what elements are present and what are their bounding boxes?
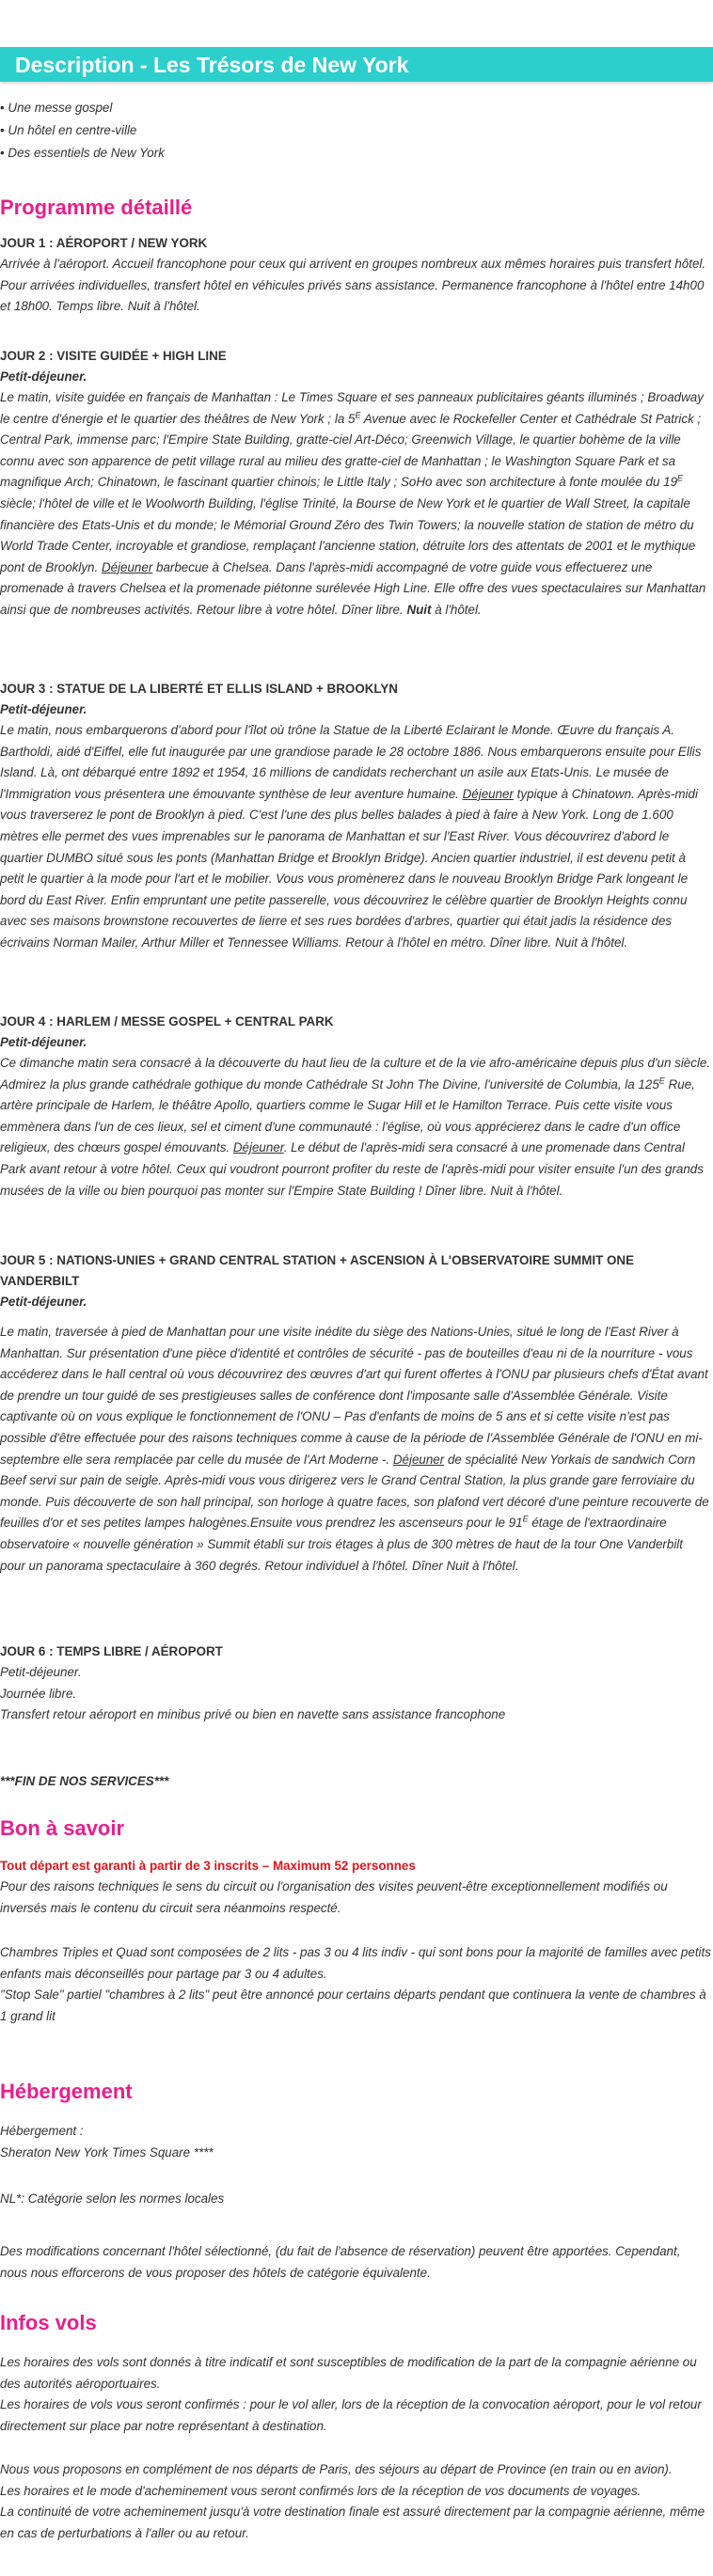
flights-section <box>0 2352 711 2437</box>
day-title: JOUR 4 : HARLEM / MESSE GOSPEL + CENTRAL PARK <box>0 1014 334 1029</box>
highlight-text: Un hôtel en centre-ville <box>8 123 137 137</box>
bullet-icon: • <box>0 101 8 115</box>
page-title: Description - Les Trésors de New York <box>15 53 409 77</box>
day-line: Petit-déjeuner. <box>0 1665 82 1679</box>
flights-section-2 <box>0 2459 711 2544</box>
bullet-icon: • <box>0 146 8 160</box>
day-line: Transfert retour aéroport en minibus privé ou bien en navette sans assistance francophone <box>0 1707 506 1722</box>
list-item <box>0 97 713 119</box>
category-note: NL*: Catégorie selon les normes locales <box>0 2191 225 2206</box>
day-line: Journée libre. <box>0 1686 77 1701</box>
good-to-know-section <box>0 1856 711 1919</box>
accommodation-label: Hébergement : <box>0 2124 84 2138</box>
day-title: JOUR 3 : STATUE DE LA LIBERTÉ ET ELLIS ISLAND + BROOKLYN <box>0 682 398 696</box>
day-title: JOUR 2 : VISITE GUIDÉE + HIGH LINE <box>0 349 227 363</box>
accommodation-heading: Hébergement <box>0 2080 133 2103</box>
flight-info: Les horaires des vols sont donnés à titre indicatif et sont susceptibles de modification de la part de la compagnie aérienne ou des autorités aéroportuaires. <box>0 2355 697 2391</box>
flight-info: Les horaires de vols vous seront confirmés : pour le vol aller, lors de la réception de la convocation aéroport, pour le vol retour directement sur place par notre représentant à destination. <box>0 2397 702 2433</box>
info-paragraph: Pour des raisons techniques le sens du circuit ou l'organisation des visites peuvent-être exceptionnellement modifiés ou inversés mais le contenu du circuit sera néanmoins respecté. <box>0 1879 668 1915</box>
day-1 <box>0 233 711 318</box>
day-text: Le matin, visite guidée en français de Manhattan : Le Times Square et ses panneaux publicitaires géants illuminés ; Broadway le centre d'énergie et le quartier des théâtres de New York ; la $5^E$ Avenue avec le Rockefeller Center et Cathédrale St Patrick ; Central Park, immense parc; l'Empire State Building, gratte-ciel Art-Déco; Greenwich Village, le quartier bohème de la ville connu avec son apparence de petit village rural au milieu des gratte-ciel de Manhattan ; le Washington Square Park et sa magnifique Arch; Chinatown, le fascinant quartier chinois; le Little Italy ; SoHo avec son architecture à fonte moulée du $19^E$ siècle; l'hôtel de ville et le Woolworth Building, l'église Trinité, la Bourse de New York et le quartier de Wall Street, la capitale financière des Etats-Unis et du monde; le Mémorial Ground Zéro des Twin Towers; la nouvelle station de station de métro du World Trade Center, incroyable et grandiose, remplaçant l'ancienne station, détruite lors des attentats de 2001 et le mythique pont de Brooklyn. Déjeuner barbecue à Chelsea. Dans l'après-midi accompagné de votre guide vous effectuerez une promenade à travers Chelsea et la promenade piétonne surélevée High Line. Elle offre des vues spectaculaires sur Manhattan ainsi que de nombreuses activités. Retour libre à votre hôtel. Dîner libre. Nuit à l'hôtel. <box>0 390 706 617</box>
flights-heading: Infos vols <box>0 2311 97 2334</box>
day-text: Ce dimanche matin sera consacré à la découverte du haut lieu de la culture et de la vie afro-américaine depuis plus d'un siècle. Admirez la plus grande cathédrale gothique du monde Cathédrale St John The Divine, l'université de Columbia, la $125^E$ Rue, artère principale de Harlem, le théâtre Apollo, quartiers comme le Sugar Hill et le Hamilton Terrace. Puis cette visite vous emmènera dans l'un de ces lieux, sel et ciment d'une communauté : l'église, où vous apprécierez dans le cadre d'un office religieux, des chœurs gospel émouvants. Déjeuner. Le début de l'après-midi sera consacré à une promenade dans Central Park avant retour à votre hôtel. Ceux qui voudront pourront profiter du reste de l'après-midi pour visiter ensuite l'un des grands musées de la ville ou bien pourquoi pas monter sur l'Empire State Building ! Dîner libre. Nuit à l'hôtel. <box>0 1056 711 1198</box>
day-title: JOUR 1 : AÉROPORT / NEW YORK <box>0 236 208 250</box>
info-paragraph: Chambres Triples et Quad sont composées de 2 lits - pas 3 ou 4 lits indiv - qui sont bons pour la majorité de familles avec petits enfants mais déconseillés pour partage par 3 ou 4 adultes. <box>0 1945 711 1981</box>
departure-alert: Tout départ est garanti à partir de 3 inscrits – Maximum 52 personnes <box>0 1859 416 1873</box>
hotel-change-note: Des modifications concernant l'hôtel sélectionné, (du fait de l'absence de réservation) peuvent être apportées. Cependant, nous nous efforcerons de vous proposer des hôtels de catégorie équivalente. <box>0 2244 681 2280</box>
flight-info: Nous vous proposons en complément de nos départs de Paris, des séjours au départ de Province (en train ou en avion). <box>0 2462 673 2476</box>
day-title: JOUR 5 : NATIONS-UNIES + GRAND CENTRAL STATION + ASCENSION À L'OBSERVATOIRE SUMMIT ONE VANDERBILT <box>0 1253 635 1288</box>
day-text: Arrivée à l'aéroport. Accueil francophone pour ceux qui arrivent en groupes nombreux aux mêmes horaires puis transfert hôtel. Pour arrivées individuelles, transfert hôtel en véhicules privés sans assistance. Permanence francophone à l'hôtel entre 14h00 et 18h00. Temps libre. Nuit à l'hôtel. <box>0 257 706 314</box>
highlights-list <box>0 97 713 165</box>
day-5 <box>0 1250 711 1577</box>
day-text: Le matin, nous embarquerons d'abord pour l'îlot où trône la Statue de la Liberté Eclairant le Monde. Œuvre du français A. Bartholdi, aidé d'Eiffel, elle fut inaugurée par une grandiose parade le 28 octobre 1886. Nous embarquerons ensuite pour Ellis Island. Là, ont débarqué entre 1892 et 1954, 16 millions de candidats recherchant un asile aux Etats-Unis. Le musée de l'Immigration vous présentera une émouvante synthèse de leur aventure humaine. Déjeuner typique à Chinatown. Après-midi vous traverserez le pont de Brooklyn à pied. C'est l'une des plus belles balades à pied à faire à New York. Long de 1.600 mètres elle permet des vues imprenables sur le panorama de Manhattan et sur l'East River. Vous découvrirez d'abord le quartier DUMBO situé sous les ponts (Manhattan Bridge et Brooklyn Bridge). Ancien quartier industriel, il est devenu petit à petit le quartier à la mode pour l'art et le mobilier. Vous vous promènerez dans le nouveau Brooklyn Bridge Park longeant le bord du East River. Enfin empruntant une petite passerelle, vous découvrirez le célèbre quartier de Brooklyn Heights connu avec ses maisons brownstone recouvertes de lierre et ses rues bordées d'arbres, quartier qui était jadis la résidence des écrivains Norman Mailer, Arthur Miller et Tennessee Williams. Retour à l'hôtel en métro. Dîner libre. Nuit à l'hôtel. <box>0 723 702 950</box>
end-note: ***FIN DE NOS SERVICES*** <box>0 1774 169 1788</box>
program-heading: Programme détaillé <box>0 196 193 219</box>
meal-label: Petit-déjeuner. <box>0 1295 87 1309</box>
title-banner <box>0 47 713 82</box>
lunch-link: Déjeuner <box>462 786 514 801</box>
rooms-section <box>0 1942 711 2027</box>
bullet-icon: • <box>0 123 8 137</box>
day-6 <box>0 1641 711 1726</box>
list-item <box>0 142 713 165</box>
info-paragraph: "Stop Sale" partiel "chambres à 2 lits" peut être annoncé pour certains départs pendant que continuera la vente de chambres à 1 grand lit <box>0 1987 706 2023</box>
list-item <box>0 119 713 142</box>
day-3 <box>0 679 711 954</box>
meal-label: Petit-déjeuner. <box>0 702 87 716</box>
day-text: Le matin, traversée à pied de Manhattan pour une visite inédite du siège des Nations-Unies, situé le long de l'East River à Manhattan. Sur présentation d'une pièce d'identité et contrôles de sécurité - pas de bouteilles d'eau ni de la nourriture - vous accéderez dans le hall central où vous découvrirez des œuvres d'art qui furent offertes à l'ONU par plusieurs chefs d'État avant de prendre un tour guidé de ses prestigieuses salles de conférence dont l'imposante salle d'Assemblée Générale. Visite captivante où on vous explique le fonctionnement de l'ONU – Pas d'enfants de moins de 5 ans et si cette visite n'est pas possible d'être effectuée pour des raisons techniques comme à cause de la période de l'Assemblée Générale de l'ONU en mi-septembre elle sera remplacée par celle du musée de l'Art Moderne -. Déjeuner de spécialité New Yorkais de sandwich Corn Beef servi sur pain de seigle. Après-midi vous vous dirigerez vers le Grand Central Station, la plus grande gare ferroviaire du monde. Puis découverte de son hall principal, son horloge à quatre faces, son plafond vert décoré d'une peinture recouverte de feuilles d'or et ses petites lampes halogènes.Ensuite vous prendrez les ascenseurs pour le $91^E$ étage de l'extraordinaire observatoire « nouvelle génération » Summit établi sur trois étages à plus de 300 mètres de haut de la tour One Vanderbilt pour un panorama spectaculaire à 360 degrés. Retour individuel à l'hôtel. Dîner Nuit à l'hôtel. <box>0 1325 709 1573</box>
lunch-link: Déjeuner <box>392 1452 445 1467</box>
meal-label: Petit-déjeuner. <box>0 1035 87 1049</box>
lunch-link: Déjeuner <box>101 559 153 574</box>
highlight-text: Des essentiels de New York <box>8 146 165 160</box>
highlight-text: Une messe gospel <box>8 101 113 115</box>
lunch-link: Déjeuner <box>232 1140 284 1155</box>
accommodation-section <box>0 2121 711 2163</box>
good-to-know-heading: Bon à savoir <box>0 1816 125 1840</box>
day-title: JOUR 6 : TEMPS LIBRE / AÉROPORT <box>0 1644 223 1658</box>
day-2 <box>0 346 711 621</box>
flight-info: Les horaires et le mode d'acheminement vous seront confirmés lors de la réception de vos documents de voyages. <box>0 2483 642 2498</box>
day-4 <box>0 1012 711 1202</box>
flight-info: La continuité de votre acheminement jusqu'à votre destination finale est assuré directement par la compagnie aérienne, même en cas de perturbations à l'aller ou au retour. <box>0 2505 705 2540</box>
hotel-name: Sheraton New York Times Square **** <box>0 2144 214 2160</box>
meal-label: Petit-déjeuner. <box>0 369 87 384</box>
